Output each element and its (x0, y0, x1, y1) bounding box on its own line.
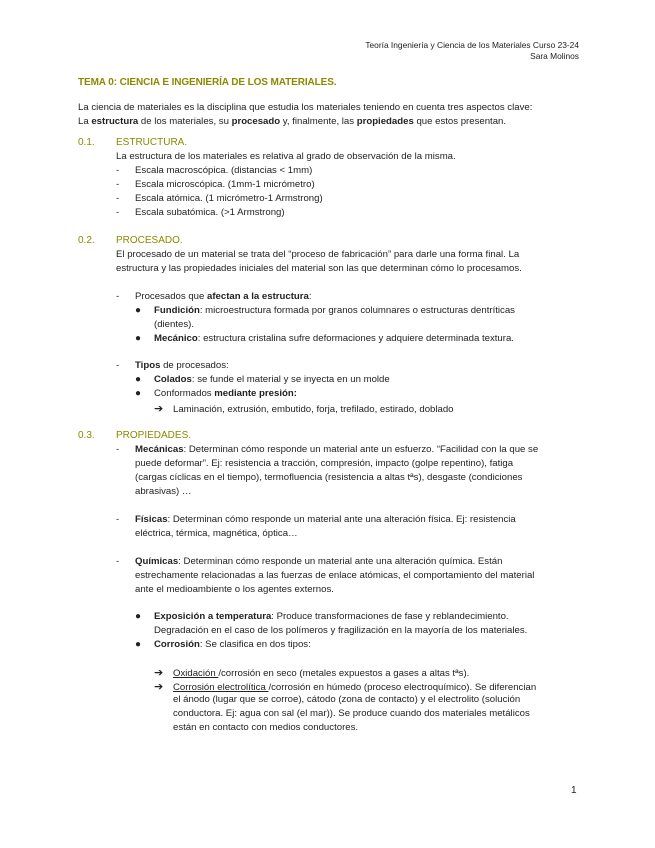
list-continuation: eléctrica, térmica, magnética, óptica… (135, 528, 298, 539)
arrow-icon: ➔ (154, 667, 164, 679)
bullet-item: ● Corrosión: Se clasifica en dos tipos: (135, 639, 311, 650)
intro-line-1: La ciencia de materiales es la disciplina que estudia los materiales teniendo en cuenta tres aspectos clave: (78, 102, 533, 113)
section-number: 0.3. (78, 430, 95, 441)
list-item: - Físicas: Determinan cómo responde un material ante una alteración física. Ej: resistencia (116, 514, 516, 525)
arrow-icon: ➔ (154, 681, 164, 693)
list-item: - Escala macroscópica. (distancias < 1mm) (116, 165, 313, 176)
bullet-icon: ● (135, 374, 142, 385)
bullet-item: ● Colados: se funde el material y se inyecta en un molde (135, 374, 390, 385)
section-title: ESTRUCTURA. (116, 137, 188, 148)
arrow-continuation: están en contacto con medios conductores. (173, 722, 359, 733)
section-title: PROCESADO. (116, 235, 183, 246)
bullet-icon: ● (135, 639, 142, 650)
header-author: Sara Molinos (530, 51, 579, 61)
bullet-item: ● Conformados mediante presión: (135, 388, 297, 399)
intro-line-2: La estructura de los materiales, su procesado y, finalmente, las propiedades que estos presentan. (78, 116, 507, 127)
bullet-item: ● Fundición: microestructura formada por granos columnares o estructuras dentríticas (135, 305, 515, 316)
arrow-item: ➔ Oxidación /corrosión en seco (metales expuestos a gases a altas tªs). (154, 667, 470, 679)
arrow-item: ➔ Corrosión electrolítica /corrosión en húmedo (proceso electroquímico). Se diferencian (154, 681, 537, 693)
section-number: 0.2. (78, 235, 95, 246)
bullet-item: ● Mecánico: estructura cristalina sufre deformaciones y adquiere determinada textura. (135, 333, 514, 344)
arrow-item: ➔ Laminación, extrusión, embutido, forja, trefilado, estirado, doblado (154, 403, 454, 415)
section-text: estructura y las propiedades iniciales del material son las que determinan cómo lo procesamos. (116, 263, 522, 274)
list-item: - Escala atómica. (1 micrómetro-1 Armstrong) (116, 193, 323, 204)
list-item: - Tipos de procesados: (116, 360, 229, 371)
arrow-icon: ➔ (154, 403, 164, 415)
arrow-continuation: conductora. Ej: agua con sal (el mar)). Se produce cuando dos materiales metálicos (173, 708, 530, 719)
bullet-icon: ● (135, 388, 142, 399)
header-course: Teoría Ingeniería y Ciencia de los Materiales Curso 23-24 (365, 40, 579, 50)
bullet-item: ● Exposición a temperatura: Produce transformaciones de fase y reblandecimiento. (135, 611, 509, 622)
page-number: 1 (571, 785, 577, 796)
list-item: - Químicas: Determinan cómo responde un material ante una alteración química. Están (116, 556, 503, 567)
bullet-icon: ● (135, 333, 142, 344)
bullet-icon: ● (135, 611, 142, 622)
list-continuation: ante el medioambiente o los agentes externos. (135, 584, 334, 595)
section-title: PROPIEDADES. (116, 430, 192, 441)
arrow-continuation: el ánodo (lugar que se corroe), cátodo (zona de contacto) y el electrolito (solución (173, 694, 521, 705)
list-continuation: abrasivas) … (135, 486, 192, 497)
bullet-continuation: (dientes). (154, 319, 194, 330)
list-item: - Procesados que afectan a la estructura: (116, 291, 312, 302)
section-number: 0.1. (78, 137, 95, 148)
list-item: - Mecánicas: Determinan cómo responde un material ante un esfuerzo. “Facilidad con la que se (116, 444, 539, 455)
list-continuation: puede deformar”. Ej: resistencia a tracción, compresión, impacto (golpe repentino), fatiga (135, 458, 514, 469)
bullet-icon: ● (135, 305, 142, 316)
list-continuation: estrechamente relacionadas a las fuerzas de enlace atómicas, el comportamiento del material (135, 570, 535, 581)
bullet-continuation: Degradación en el caso de los polímeros y fragilización en la mayoría de los materiales. (154, 625, 528, 636)
list-continuation: (cargas cíclicas en el tiempo), termofluencia (resistencia a altas tªs), desgaste (condiciones (135, 472, 523, 483)
list-item: - Escala microscópica. (1mm-1 micrómetro) (116, 179, 315, 190)
list-item: - Escala subatómica. (>1 Armstrong) (116, 207, 285, 218)
page-title: TEMA 0: CIENCIA E INGENIERÍA DE LOS MATERIALES. (78, 77, 337, 88)
section-text: El procesado de un material se trata del “proceso de fabricación” para darle una forma final. La (116, 249, 520, 260)
section-text: La estructura de los materiales es relativa al grado de observación de la misma. (116, 151, 456, 162)
